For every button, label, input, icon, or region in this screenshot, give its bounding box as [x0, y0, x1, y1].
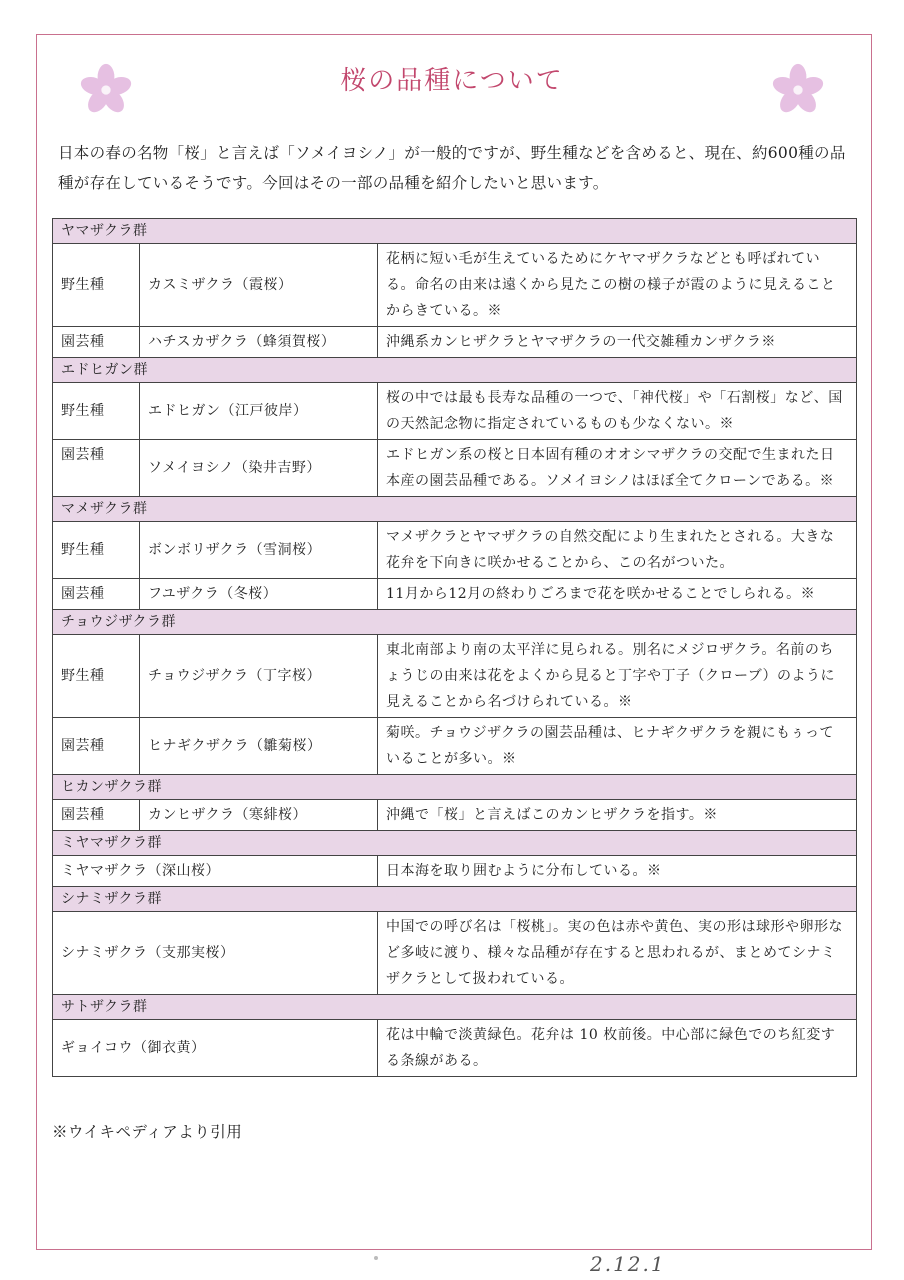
variety-type: 園芸種 [53, 579, 140, 610]
variety-description: 花は中輪で淡黄緑色。花弁は 10 枚前後。中心部に緑色でのち紅変する条線がある。 [378, 1020, 857, 1077]
handwritten-date: 2.12.1 [590, 1252, 666, 1276]
table-row [53, 440, 857, 497]
variety-name: ソメイヨシノ（染井吉野） [140, 440, 378, 497]
table-row [53, 579, 857, 610]
table-row [53, 1020, 857, 1077]
group-name: ヒカンザクラ群 [53, 775, 857, 800]
variety-description: 中国での呼び名は「桜桃」。実の色は赤や黄色、実の形は球形や卵形など多岐に渡り、様々な品種が存在すると思われるが、まとめてシナミザクラとして扱われている。 [378, 912, 857, 995]
group-header-row [53, 610, 857, 635]
variety-name: ミヤマザクラ（深山桜） [53, 856, 378, 887]
variety-type: 園芸種 [53, 718, 140, 775]
table-row [53, 912, 857, 995]
variety-type: 園芸種 [53, 440, 140, 497]
table-row [53, 522, 857, 579]
variety-description: 沖縄系カンヒザクラとヤマザクラの一代交雑種カンザクラ※ [378, 327, 857, 358]
variety-description: 菊咲。チョウジザクラの園芸品種は、ヒナギクザクラを親にもぅっていることが多い。※ [378, 718, 857, 775]
variety-description: 花柄に短い毛が生えているためにケヤマザクラなどとも呼ばれている。命名の由来は遠くから見たこの樹の様子が霞のように見えることからきている。※ [378, 244, 857, 327]
group-header-row [53, 775, 857, 800]
table-row [53, 327, 857, 358]
variety-name: ハチスカザクラ（蜂須賀桜） [140, 327, 378, 358]
variety-name: ヒナギクザクラ（雛菊桜） [140, 718, 378, 775]
variety-type: 野生種 [53, 635, 140, 718]
group-header-row [53, 831, 857, 856]
variety-name: チョウジザクラ（丁字桜） [140, 635, 378, 718]
table-row [53, 244, 857, 327]
table-row [53, 800, 857, 831]
variety-description: 11月から12月の終わりごろまで花を咲かせることでしられる。※ [378, 579, 857, 610]
page-title: 桜の品種について [340, 66, 564, 96]
variety-type: 野生種 [53, 244, 140, 327]
variety-description: 日本海を取り囲むように分布している。※ [378, 856, 857, 887]
group-name: エドヒガン群 [53, 358, 857, 383]
group-header-row [53, 358, 857, 383]
variety-name: ギョイコウ（御衣黄） [53, 1020, 378, 1077]
variety-name: カンヒザクラ（寒緋桜） [140, 800, 378, 831]
group-header-row [53, 887, 857, 912]
group-name: ヤマザクラ群 [53, 219, 857, 244]
variety-type: 園芸種 [53, 327, 140, 358]
group-header-row [53, 995, 857, 1020]
group-name: シナミザクラ群 [53, 887, 857, 912]
table-row [53, 635, 857, 718]
intro-paragraph: 日本の春の名物「桜」と言えば「ソメイヨシノ」が一般的ですが、野生種などを含めると、現在、約600種の品種が存在しているそうです。今回はその一部の品種を紹介したいと思います。 [58, 144, 846, 192]
variety-description: 桜の中では最も長寿な品種の一つで、「神代桜」や「石割桜」など、国の天然記念物に指定されているものも少なくない。※ [378, 383, 857, 440]
scan-dot [374, 1256, 378, 1260]
variety-type: 野生種 [53, 522, 140, 579]
variety-type: 野生種 [53, 383, 140, 440]
group-name: チョウジザクラ群 [53, 610, 857, 635]
table-row [53, 383, 857, 440]
group-name: ミヤマザクラ群 [53, 831, 857, 856]
group-name: マメザクラ群 [53, 497, 857, 522]
table-row [53, 856, 857, 887]
table-row [53, 718, 857, 775]
variety-type: 園芸種 [53, 800, 140, 831]
group-header-row [53, 497, 857, 522]
group-header-row [53, 219, 857, 244]
variety-name: エドヒガン（江戸彼岸） [140, 383, 378, 440]
variety-description: 沖縄で「桜」と言えばこのカンヒザクラを指す。※ [378, 800, 857, 831]
variety-name: カスミザクラ（霞桜） [140, 244, 378, 327]
group-name: サトザクラ群 [53, 995, 857, 1020]
variety-name: フユザクラ（冬桜） [140, 579, 378, 610]
variety-description: マメザクラとヤマザクラの自然交配により生まれたとされる。大きな花弁を下向きに咲かせることから、この名がついた。 [378, 522, 857, 579]
varieties-table [52, 218, 857, 1077]
source-note: ※ウイキペディアより引用 [52, 1123, 243, 1141]
variety-description: エドヒガン系の桜と日本固有種のオオシマザクラの交配で生まれた日本産の園芸品種である。ソメイヨシノはほぼ全てクローンである。※ [378, 440, 857, 497]
variety-name: シナミザクラ（支那実桜） [53, 912, 378, 995]
variety-name: ボンボリザクラ（雪洞桜） [140, 522, 378, 579]
variety-description: 東北南部より南の太平洋に見られる。別名にメジロザクラ。名前のちょうじの由来は花をよくから見ると丁字や丁子（クローブ）のように見えることから名づけられている。※ [378, 635, 857, 718]
